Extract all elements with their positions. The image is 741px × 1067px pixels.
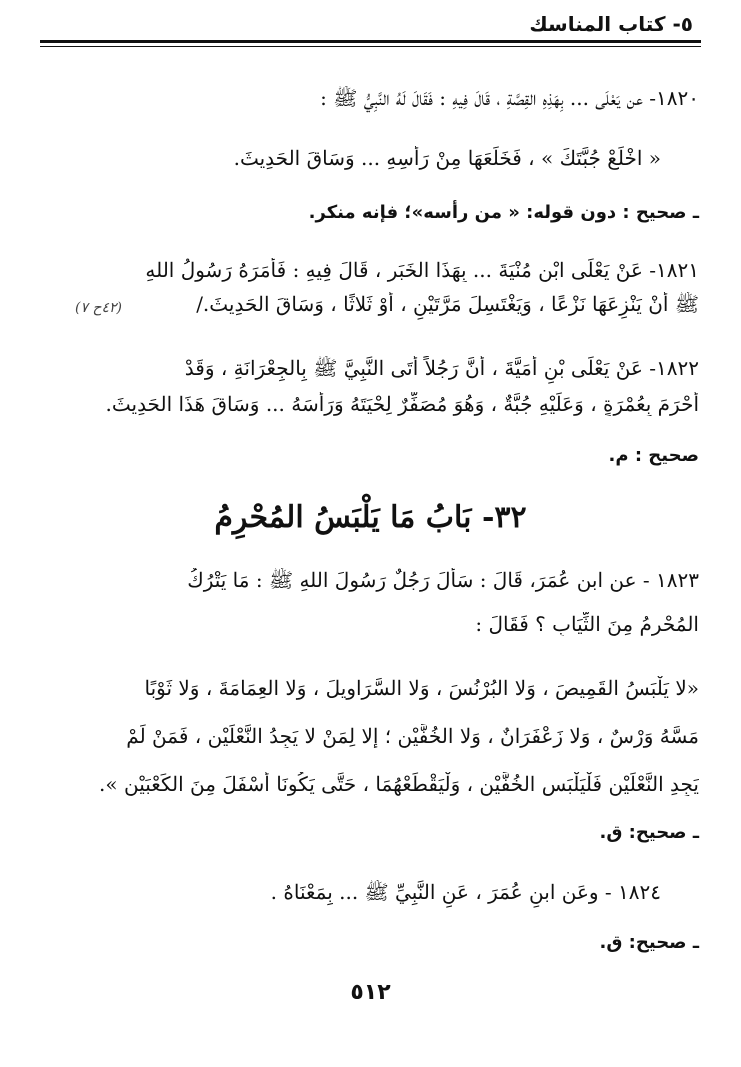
hadith-1823-line-2: المُحْرِمُ مِنَ الثِّيَابِ ؟ فَقَالَ : [475,612,699,636]
hadith-1820-grade: ـ صحيح : دون قوله: « من رأسه»؛ فإنه منكر. [308,202,699,223]
page-number: ٥١٢ [350,980,391,1005]
hadith-1823-line-4: مَسَّهُ وَرْسٌ ، وَلا زَعْفَرَانٌ ، وَلا الخُفَّيْنِ ؛ إلا لِمَنْ لا يَجِدُ النَّعْلَيْنِ ، فَمَنْ لَمْ [126,724,699,748]
header-rule-thick [40,40,701,43]
hadith-1823-line-1: ١٨٢٣ - عن ابن عُمَرَ، قَالَ : سَأَلَ رَجُلٌ رَسُولَ اللهِ ﷺ : مَا يَتْرُكُ [187,568,699,592]
hadith-1823-line-5: يَجِدِ النَّعْلَيْنِ فَلْيَلْبَسِ الخُفَّيْنِ ، وَلْيَقْطَعْهُمَا ، حَتَّى يَكُونَا أَسْفَلَ مِنَ الكَعْبَيْنِ ». [99,772,699,796]
hadith-1822-grade: صحيح : م. [608,445,699,466]
hadith-1820-line-2: « اخْلَعْ جُبَّتَكَ » ، فَخَلَعَهَا مِنْ رَأْسِهِ ... وَسَاقَ الحَدِيثَ. [233,146,661,170]
hadith-1822-line-1: ١٨٢٢- عَنْ يَعْلَى بْنِ أُمَيَّةَ ، أَنَّ رَجُلاً أَتَى النَّبِيَّ ﷺ بِالجِعْرَانَةِ ، وَقَدْ [184,356,699,380]
hadith-1822-line-2: أَحْرَمَ بِعُمْرَةٍ ، وَعَلَيْهِ جُبَّةٌ ، وَهُوَ مُصَفِّرٌ لِحْيَتَهُ وَرَأْسَهُ ... وَسَاقَ هَذَا الحَدِيثَ. [105,392,699,416]
handwritten-margin-note: (٤٢ح ٧) [75,300,123,316]
running-header-title: ٥- كتاب المناسك [529,12,693,36]
chapter-heading: ٣٢- بَابُ مَا يَلْبَسُ المُحْرِمُ [214,500,527,535]
hadith-1824-line-1: ١٨٢٤ - وعَن ابنِ عُمَرَ ، عَنِ النَّبِيِّ ﷺ ... بِمَعْنَاهُ . [270,880,661,904]
hadith-1823-line-3: «لا يَلْبَسُ القَمِيصَ ، وَلا البُرْنُسَ ، وَلا السَّرَاوِيلَ ، وَلا العِمَامَةَ ، وَلا ثَوْبًا [144,676,699,700]
hadith-1824-grade: ـ صحيح: ق. [599,932,699,953]
hadith-1823-grade: ـ صحيح: ق. [599,822,699,843]
hadith-1821-line-2: ﷺ أَنْ يَنْزِعَهَا نَزْعًا ، وَيَغْتَسِلَ مَرَّتَيْنِ ، أَوْ ثَلاثًا ، وَسَاقَ الحَدِيثَ./ [196,292,699,316]
hadith-1820-line-1: ١٨٢٠- عن يَعْلَى ... بِهَذِهِ القِصَّةِ ، قَالَ فِيهِ : فَقَالَ لَهُ النَّبِيُّ ﷺ : [320,86,699,110]
header-rule-thin [40,46,701,47]
hadith-1821-line-1: ١٨٢١- عَنْ يَعْلَى ابْنِ مُنْيَةَ ... بِهَذَا الخَبَرِ ، قَالَ فِيهِ : فَأَمَرَهُ رَسُولُ اللهِ [145,258,699,282]
